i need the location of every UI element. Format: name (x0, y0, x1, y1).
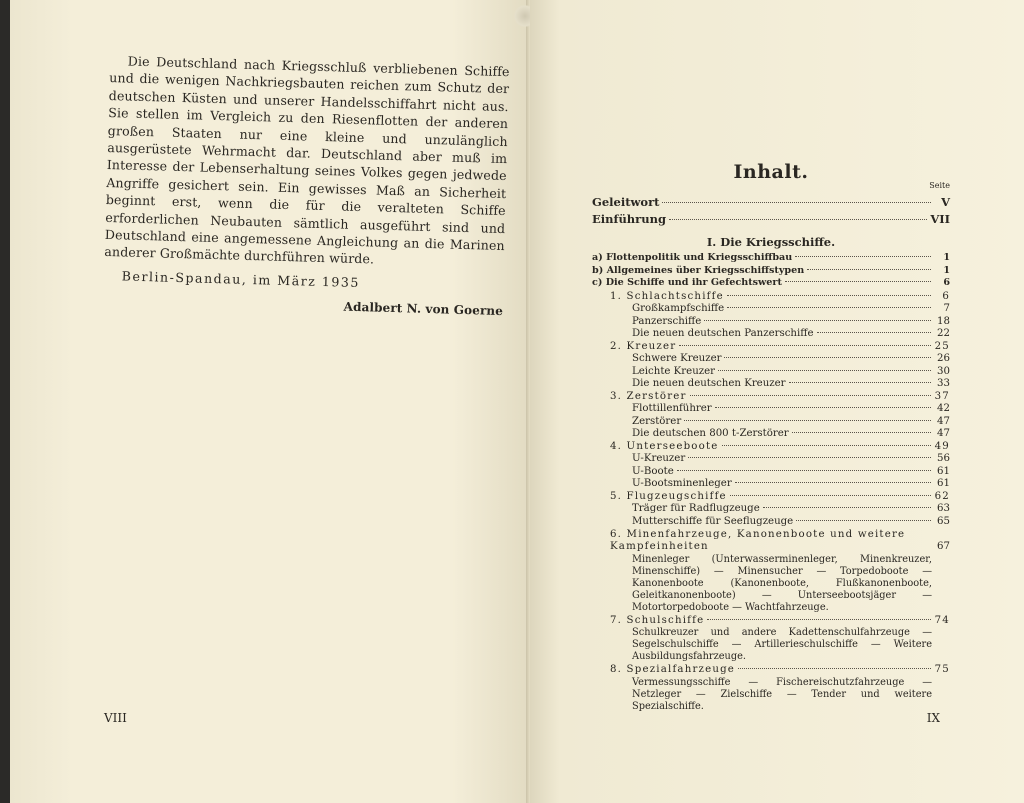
toc-subentry (592, 366, 950, 378)
toc-description: Schulkreuzer und andere Kadettenschulfahrzeuge — Segelschulschiffe — Artillerieschulschiffe — Weitere Ausbildungsfahrzeuge. (632, 627, 932, 663)
dot-leader (727, 307, 931, 308)
entry-title: Die neuen deutschen Kreuzer (632, 377, 786, 389)
seite-label: Seite (929, 181, 950, 191)
toc-title: Inhalt. (733, 161, 809, 183)
entry-title: b) Allgemeines über Kriegsschiffstypen (592, 264, 805, 276)
toc-entry-einfuehrung (592, 211, 950, 228)
entry-title: 5. Flugzeugschiffe (610, 491, 727, 503)
toc-category-schlachtschiffe (592, 291, 950, 303)
entry-page: 30 (937, 365, 950, 377)
toc-section-a (592, 252, 950, 265)
dot-leader (807, 269, 931, 270)
author-signature: Adalbert N. von Goerne (343, 299, 504, 319)
toc-subentry (592, 478, 950, 490)
entry-page: 42 (937, 403, 950, 415)
left-folio: VIII (104, 711, 127, 725)
entry-page: VII (930, 211, 950, 226)
entry-page: 63 (937, 503, 950, 515)
entry-title: Zerstörer (632, 415, 682, 427)
toc-subentry (592, 428, 950, 440)
toc-category-schulschiffe (592, 615, 950, 627)
dot-leader (690, 395, 931, 396)
entry-page: 47 (937, 415, 950, 427)
dot-leader (715, 407, 931, 408)
entry-page: 47 (937, 427, 950, 439)
entry-title: Die neuen deutschen Panzerschiffe (632, 327, 814, 339)
entry-page: 6 (942, 291, 950, 302)
dot-leader (730, 495, 931, 496)
entry-title: a) Flottenpolitik und Kriegsschiffbau (592, 252, 793, 264)
entry-page: 6 (943, 277, 950, 289)
dot-leader (795, 256, 931, 257)
left-page (10, 0, 530, 803)
toc-category-minenfahrzeuge (592, 529, 950, 554)
entry-title: Panzerschiffe (632, 315, 702, 327)
entry-page: 67 (937, 541, 950, 553)
toc-subentry (592, 353, 950, 365)
toc-description: Vermessungsschiffe — Fischereischutzfahrzeuge — Netzleger — Zielschiffe — Tender und weitere Spezialschiffe. (632, 676, 932, 712)
entry-title: U-Bootsminenleger (632, 477, 732, 489)
toc-subentry (592, 303, 950, 315)
entry-page: 75 (934, 664, 950, 676)
toc-category-kreuzer (592, 341, 950, 353)
toc-description: Minenleger (Unterwasserminenleger, Minenkreuzer, Minenschiffe) — Minensucher — Torpedoboote — Kanonenboote (Kanonenboote, Flußkanonenboote, Geleitkanonenboote) — Unterseebootsjäger — Motortorpedoboote — Wachtfahrzeuge. (632, 553, 932, 613)
dot-leader (796, 520, 931, 521)
toc-section-b (592, 265, 950, 278)
entry-page: 33 (937, 377, 950, 389)
toc-subentry (592, 328, 950, 340)
dot-leader (789, 382, 931, 383)
entry-page: 74 (934, 614, 950, 626)
dot-leader (662, 202, 931, 203)
left-page-text-block (103, 52, 510, 321)
dot-leader (718, 370, 931, 371)
entry-title: U-Boote (632, 465, 674, 477)
entry-page: 18 (937, 315, 950, 327)
entry-page: 7 (943, 303, 950, 315)
dot-leader (669, 219, 927, 220)
closing-paragraph: Die Deutschland nach Kriegsschluß verbliebenen Schiffe und die wenigen Nachkriegsbauten reichen zum Schutz der deutschen Küsten und unserer Handelsschiffahrt nicht aus. Sie stellen im Vergleich zu den Riesenflotten der anderen großen Staaten nur eine kleine und unzulänglich ausgerüstete Wehrmacht dar. Deutschland aber muß im Interesse der Lebenserhaltung seines Volkes gegen jedwede Angriffe gesichert sein. Ein gewisses Maß an Sicherheit beginnt erst, wenn die für die veralteten Schiffe erforderlichen Neubauten sämtlich ausgeführt sind und Deutschland eine angemessene Angleichung an die Marinen anderer Großmächte durchführen würde. (104, 53, 510, 267)
dot-leader (817, 332, 931, 333)
entry-title: Einführung (592, 211, 666, 226)
entry-page: 37 (934, 391, 950, 403)
toc-section-c (592, 277, 950, 290)
entry-title: Leichte Kreuzer (632, 365, 716, 377)
entry-page: 61 (937, 465, 950, 477)
entry-page: 1 (943, 252, 950, 264)
dot-leader (792, 432, 931, 433)
entry-page: 49 (934, 441, 950, 453)
toc-subentry (592, 378, 950, 390)
toc-subentry (592, 403, 950, 415)
entry-title: 3. Zerstörer (610, 391, 687, 403)
dot-leader (707, 619, 931, 620)
toc-subentry (592, 516, 950, 528)
dot-leader (738, 668, 931, 669)
entry-title: Flottillenführer (632, 403, 712, 415)
entry-title: Mutterschiffe für Seeflugzeuge (632, 515, 794, 527)
toc-subentry (592, 453, 950, 465)
toc-subentry (592, 466, 950, 478)
dot-leader (684, 420, 931, 421)
dot-leader (727, 295, 931, 296)
entry-title: 7. Schulschiffe (610, 614, 705, 626)
entry-page: 62 (934, 491, 950, 503)
entry-title: U-Kreuzer (632, 453, 686, 465)
right-folio: IX (926, 711, 940, 725)
toc-category-zerstoerer (592, 391, 950, 403)
entry-title: Träger für Radflugzeuge (632, 503, 760, 515)
entry-title: Die deutschen 800 t-Zerstörer (632, 427, 789, 439)
entry-page: 56 (937, 453, 950, 465)
toc-category-unterseeboote (592, 441, 950, 453)
entry-page: 26 (937, 353, 950, 365)
entry-title: 1. Schlachtschiffe (610, 291, 724, 302)
entry-title: Schwere Kreuzer (632, 353, 722, 365)
dot-leader (722, 445, 932, 446)
dot-leader (785, 281, 931, 282)
entry-page: 25 (934, 341, 950, 353)
dot-leader (677, 470, 931, 471)
dot-leader (735, 482, 931, 483)
entry-page: 22 (937, 327, 950, 339)
entry-page: 1 (943, 264, 950, 276)
dot-leader (724, 357, 931, 358)
toc-entry-geleitwort (592, 194, 950, 211)
entry-title: Großkampfschiffe (632, 303, 725, 315)
dot-leader (688, 457, 931, 458)
dot-leader (763, 507, 931, 508)
toc-category-flugzeugschiffe (592, 491, 950, 503)
place-date: Berlin-Spandau, im März 1935 (121, 268, 361, 290)
entry-page: 65 (937, 515, 950, 527)
part-heading: I. Die Kriegsschiffe. (706, 234, 836, 249)
toc-subentry (592, 316, 950, 328)
entry-title: 4. Unterseeboote (610, 441, 719, 453)
toc-subentry (592, 416, 950, 428)
toc-subentry (592, 503, 950, 515)
entry-title: 2. Kreuzer (610, 341, 677, 353)
toc-category-spezialfahrzeuge (592, 664, 950, 676)
table-of-contents (592, 161, 950, 713)
entry-title: c) Die Schiffe und ihr Gefechtswert (592, 277, 782, 289)
entry-title: 8. Spezialfahrzeuge (610, 664, 736, 676)
dot-leader (704, 320, 931, 321)
dot-leader (679, 345, 931, 346)
entry-title: Geleitwort (592, 194, 660, 209)
entry-title: 6. Minenfahrzeuge, Kanonenboote und weitere Kampfeinheiten (610, 528, 906, 553)
entry-page: 61 (937, 477, 950, 489)
entry-page: V (941, 194, 950, 209)
